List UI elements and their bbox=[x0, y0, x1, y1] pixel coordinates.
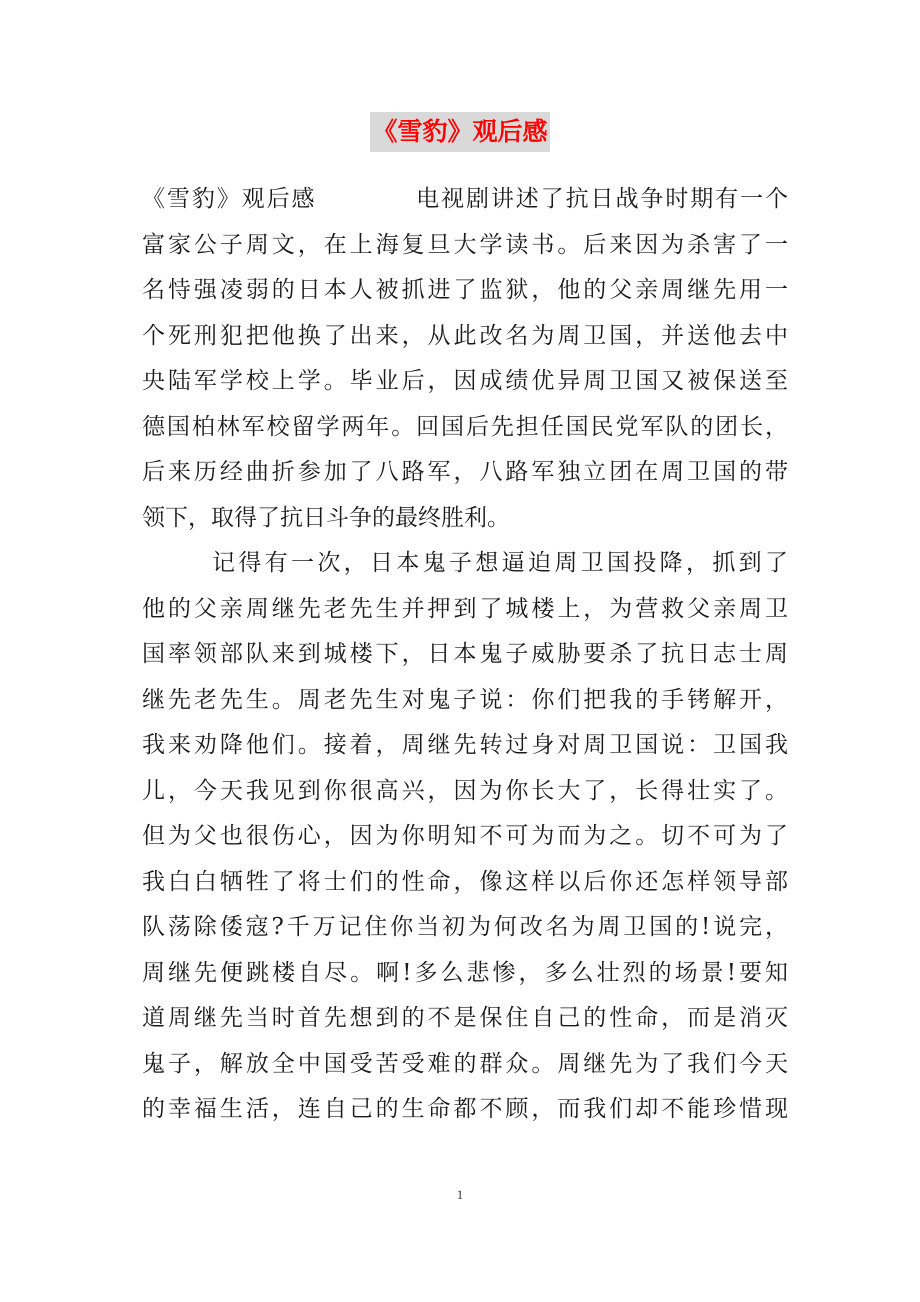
paragraph-line: 他的父亲周继先老先生并押到了城楼上，为营救父亲周卫 bbox=[142, 595, 788, 622]
paragraph-line: 的幸福生活，连自己的生命都不顾，而我们却不能珍惜现 bbox=[142, 1096, 788, 1122]
paragraph-line: 德国柏林军校留学两年。回国后先担任国民党军队的团长， bbox=[142, 413, 788, 440]
paragraph-line: 富家公子周文，在上海复旦大学读书。后来因为杀害了一 bbox=[142, 231, 788, 258]
paragraph-line: 队荡除倭寇?千万记住你当初为何改名为周卫国的!说完， bbox=[142, 914, 788, 940]
paragraph-line: 国率领部队来到城楼下，日本鬼子威胁要杀了抗日志士周 bbox=[142, 641, 788, 667]
paragraph-line: 央陆军学校上学。毕业后，因成绩优异周卫国又被保送至 bbox=[142, 368, 788, 394]
document-title: 《雪豹》观后感 bbox=[370, 112, 549, 152]
document-body bbox=[142, 177, 788, 1133]
paragraph-line: 我白白牺牲了将士们的性命，像这样以后你还怎样领导部 bbox=[142, 868, 788, 895]
paragraph-line: 《雪豹》观后感 电视剧讲述了抗日战争时期有一个 bbox=[142, 186, 788, 212]
paragraph-line: 继先老先生。周老先生对鬼子说：你们把我的手铐解开， bbox=[142, 686, 788, 713]
title-container bbox=[0, 112, 920, 152]
paragraph-line: 儿，今天我见到你很高兴，因为你长大了，长得壮实了。 bbox=[142, 777, 788, 804]
paragraph-line: 鬼子，解放全中国受苦受难的群众。周继先为了我们今天 bbox=[142, 1050, 788, 1077]
paragraph-line: 道周继先当时首先想到的不是保住自己的性命，而是消灭 bbox=[142, 1005, 788, 1031]
paragraph-line: 名恃强凌弱的日本人被抓进了监狱，他的父亲周继先用一 bbox=[142, 277, 788, 303]
paragraph-line: 周继先便跳楼自尽。啊!多么悲惨，多么壮烈的场景!要知 bbox=[142, 959, 788, 986]
paragraph-line: 我来劝降他们。接着，周继先转过身对周卫国说：卫国我 bbox=[142, 732, 788, 758]
paragraph-line: 但为父也很伤心，因为你明知不可为而为之。切不可为了 bbox=[142, 823, 788, 849]
paragraph-line: 后来历经曲折参加了八路军，八路军独立团在周卫国的带 bbox=[142, 459, 788, 485]
paragraph-line: 记得有一次，日本鬼子想逼迫周卫国投降，抓到了 bbox=[212, 550, 788, 576]
paragraph-line: 领下，取得了抗日斗争的最终胜利。 bbox=[142, 504, 510, 531]
paragraph-line: 个死刑犯把他换了出来，从此改名为周卫国，并送他去中 bbox=[142, 322, 788, 349]
page-number: 1 bbox=[456, 1187, 464, 1202]
